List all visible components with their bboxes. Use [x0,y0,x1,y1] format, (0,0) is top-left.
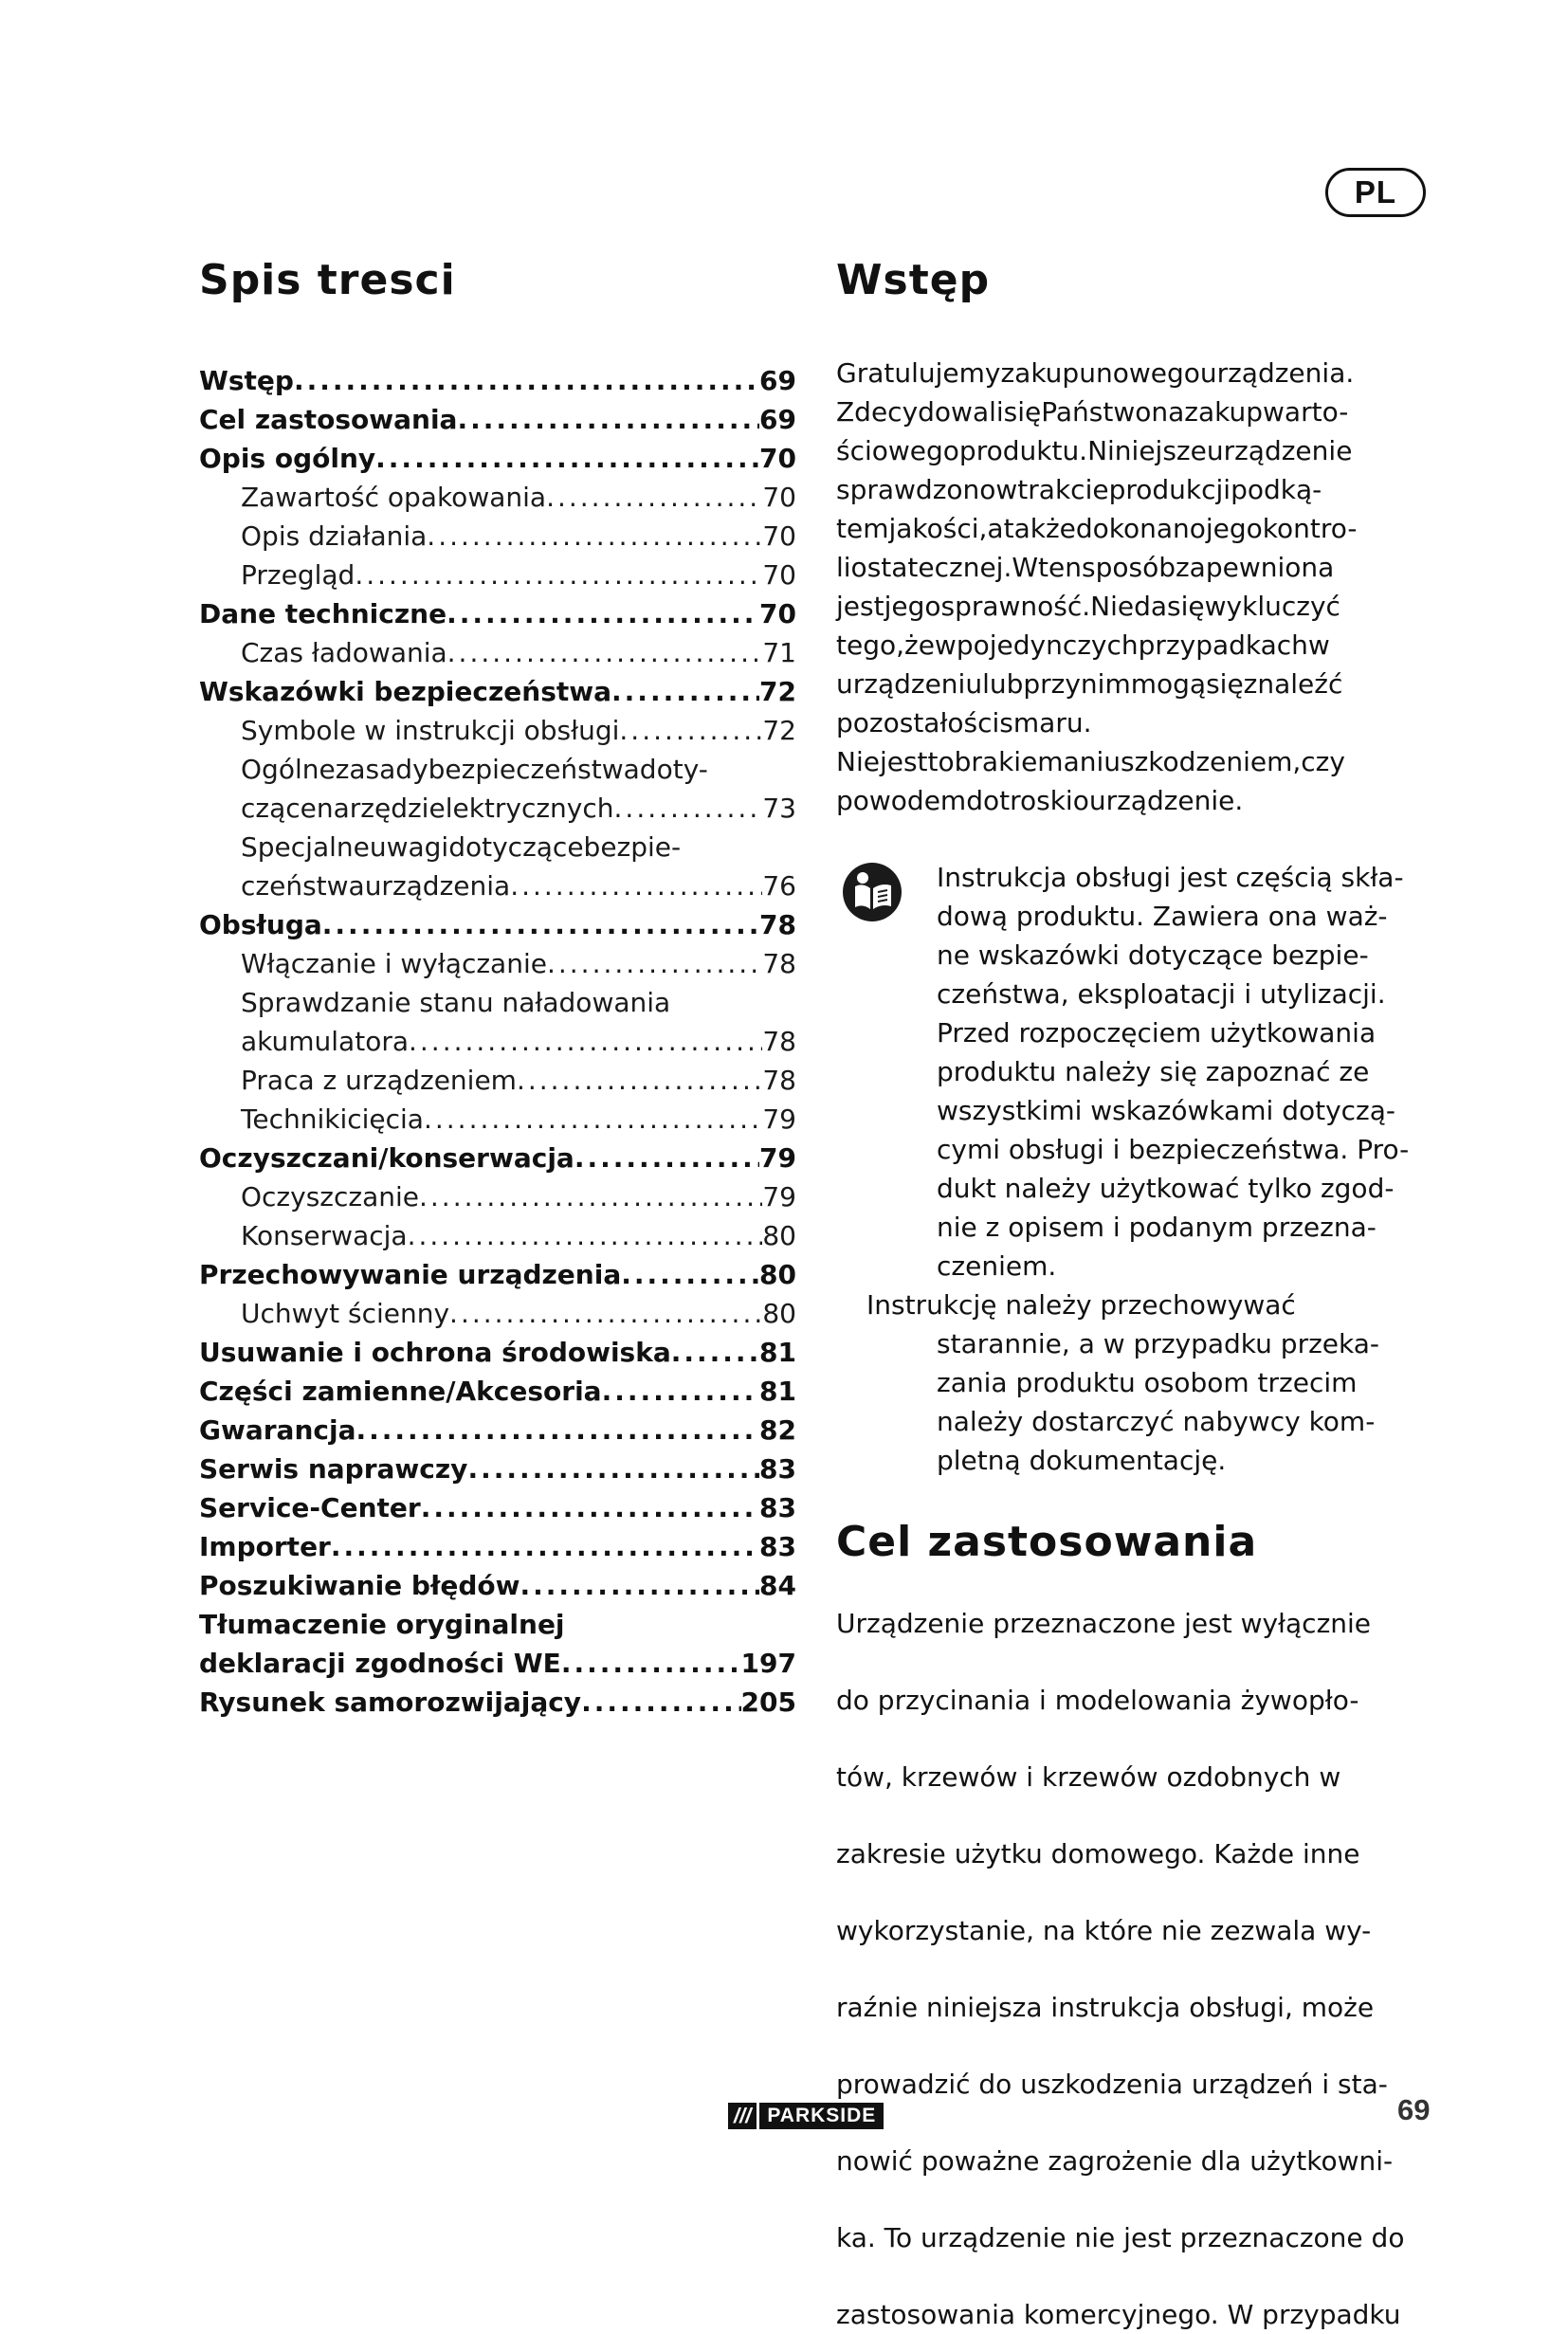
purpose-title: Cel zastosowania [836,1518,1258,1566]
toc-entry[interactable] [199,1527,796,1566]
toc-leader-dots [421,1488,759,1527]
toc-entry-page: 78 [762,1065,796,1096]
toc-entry-page: 83 [759,1531,796,1562]
purpose-section [836,1518,1443,2334]
toc-entry-title: Przechowywanie urządzenia [199,1259,622,1290]
text-line: czeniem. [937,1250,1057,1282]
toc-entry-page: 82 [759,1414,796,1446]
toc-entry-title: czeństwaurządzenia [241,870,511,902]
text-line: Instrukcja obsługi jest częścią skła- [937,862,1404,893]
toc-entry-title: Opis działania [241,520,428,552]
toc-list [199,361,796,1722]
toc-entry[interactable] [199,1216,796,1255]
toc-entry[interactable] [199,400,796,439]
toc-entry[interactable] [199,1177,796,1216]
table-of-contents [199,256,796,1722]
toc-entry-page: 83 [759,1453,796,1485]
toc-leader-dots [621,1255,759,1294]
toc-leader-dots [375,439,759,478]
logo-bars: /// [728,2103,757,2129]
toc-leader-dots [467,1450,759,1488]
toc-leader-dots [355,556,762,594]
toc-leader-dots [447,594,759,633]
toc-leader-dots [322,905,759,944]
toc-entry[interactable] [199,361,796,400]
toc-entry-page: 70 [759,443,796,474]
toc-entry-page: 78 [762,948,796,979]
toc-entry-page: 70 [762,559,796,591]
text-line: jestjegosprawność.Niedasięwykluczyć [836,591,1340,622]
toc-entry-page: 78 [762,1026,796,1057]
toc-entry-title: Zawartość opakowania [241,482,547,513]
toc-entry-page: 79 [759,1142,796,1174]
toc-leader-dots [619,711,762,750]
toc-entry-page: 69 [759,365,796,396]
toc-entry[interactable] [199,439,796,478]
content-column [836,256,1443,2334]
toc-entry-title: Dane techniczne [199,598,447,629]
toc-entry[interactable] [199,750,796,789]
text-line: pozostałoścismaru. [836,707,1092,738]
toc-entry[interactable] [199,1683,796,1722]
toc-entry-page: 197 [740,1648,796,1679]
text-line: wykorzystanie, na które nie zezwala wy- [836,1915,1372,1946]
toc-leader-dots [356,1411,759,1450]
text-line: wszystkimi wskazówkami dotyczą- [937,1095,1396,1126]
toc-leader-dots [457,400,759,439]
toc-entry[interactable] [199,1139,796,1177]
toc-leader-dots [520,1566,759,1605]
text-line: nie z opisem i podanym przezna- [937,1212,1377,1243]
toc-entry[interactable] [199,828,796,866]
toc-entry-page: 70 [762,520,796,552]
toc-leader-dots [409,1022,762,1061]
toc-entry[interactable] [199,789,796,828]
text-line: produktu należy się zapoznać ze [937,1056,1370,1087]
toc-entry-title: Service-Center [199,1492,421,1523]
toc-entry-page: 78 [759,909,796,940]
toc-entry-title: Części zamienne/Akcesoria [199,1376,602,1407]
toc-leader-dots [517,1061,762,1100]
toc-entry[interactable] [199,1061,796,1100]
toc-entry-title: Włączanie i wyłączanie [241,948,547,979]
text-line: ściowegoproduktu.Niniejszeurządzenie [836,435,1353,466]
toc-leader-dots [331,1527,759,1566]
text-line: ka. To urządzenie nie jest przeznaczone do [836,2222,1405,2253]
text-line: urządzeniulubprzynimmogąsięznaleźć [836,668,1343,700]
toc-entry[interactable] [199,594,796,633]
toc-leader-dots [574,1139,759,1177]
toc-leader-dots [614,789,763,828]
text-line: zakresie użytku domowego. Każde inne [836,1838,1360,1869]
text-line: zania produktu osobom trzecim [937,1367,1358,1398]
text-line: pletną dokumentację. [937,1445,1227,1476]
toc-entry[interactable] [199,905,796,944]
text-line: czeństwa, eksploatacji i utylizacji. [937,978,1386,1010]
text-line: ne wskazówki dotyczące bezpie- [937,939,1369,971]
intro-paragraph-1 [836,354,1443,742]
toc-leader-dots [510,866,762,905]
toc-entry[interactable] [199,478,796,517]
purpose-text [836,1604,1443,2334]
toc-entry-page: 69 [759,404,796,435]
text-line: Gratulujemyzakupunowegourządzenia. [836,357,1355,389]
toc-entry-title: Oczyszczanie [241,1181,419,1213]
read-manual-icon [842,862,903,922]
text-line: liostatecznej.Wtensposóbzapewniona [836,552,1335,583]
toc-entry-title: Tłumaczenie oryginalnej [199,1609,565,1640]
toc-entry-title: Opis ogólny [199,443,376,474]
parkside-logo [728,2103,884,2129]
toc-entry[interactable] [199,1022,796,1061]
notice-tail [836,1324,1443,1480]
text-line: dukt należy użytkować tylko zgod- [937,1173,1395,1204]
text-line: raźnie niniejsza instrukcja obsługi, może [836,1992,1375,2023]
text-line: zastosowania komercyjnego. W przypadku [836,2299,1401,2330]
toc-entry-page: 81 [759,1337,796,1368]
manual-notice [836,858,1443,1480]
toc-entry-title: Specjalneuwagidotyczącebezpie- [241,831,682,863]
toc-entry-page: 72 [759,676,796,707]
toc-entry-title: Wstęp [199,365,294,396]
toc-entry[interactable] [199,672,796,711]
toc-entry[interactable] [199,711,796,750]
toc-entry-title: Przegląd [241,559,356,591]
toc-entry-page: 80 [759,1259,796,1290]
text-line: Przed rozpoczęciem użytkowania [937,1017,1377,1048]
text-line: ZdecydowalisięPaństwonazakupwarto- [836,396,1349,428]
toc-entry-page: 83 [759,1492,796,1523]
toc-leader-dots [671,1333,759,1372]
toc-entry-title: Cel zastosowania [199,404,458,435]
toc-entry[interactable] [199,983,796,1022]
toc-entry[interactable] [199,517,796,556]
text-line: cymi obsługi i bezpieczeństwa. Pro- [937,1134,1410,1165]
notice-tail-first: Instrukcję należy przechowywać [866,1289,1296,1321]
toc-entry[interactable] [199,556,796,594]
language-badge: PL [1325,168,1426,217]
toc-leader-dots [427,517,762,556]
toc-entry-title: Symbole w instrukcji obsługi [241,715,620,746]
toc-title: Spis tresci [199,256,456,304]
toc-entry[interactable] [199,633,796,672]
toc-entry-title: Poszukiwanie błędów [199,1570,520,1601]
intro-title: Wstęp [836,256,991,304]
toc-entry-page: 70 [762,482,796,513]
toc-leader-dots [547,944,762,983]
toc-leader-dots [611,672,759,711]
toc-leader-dots [561,1644,741,1683]
toc-entry-title: Obsługa [199,909,322,940]
toc-entry-page: 80 [762,1298,796,1329]
text-line: Niejesttobrakiemaniuszkodzeniem,czy [836,746,1345,777]
toc-entry-title: Usuwanie i ochrona środowiska [199,1337,671,1368]
toc-entry[interactable] [199,866,796,905]
toc-leader-dots [581,1683,740,1722]
toc-entry-page: 76 [762,870,796,902]
toc-entry-page: 80 [762,1220,796,1251]
text-line: należy dostarczyć nabywcy kom- [937,1406,1376,1437]
toc-entry[interactable] [199,1100,796,1139]
toc-leader-dots [424,1100,762,1139]
text-line: temjakości,atakżedokonanojegokontro- [836,513,1358,544]
toc-entry-page: 72 [762,715,796,746]
text-line: sprawdzonowtrakcieprodukcjipodką- [836,474,1322,505]
toc-entry-page: 70 [759,598,796,629]
toc-entry[interactable] [199,1333,796,1372]
toc-entry[interactable] [199,944,796,983]
text-line: tego,żewpojedynczychprzypadkachw [836,629,1330,661]
toc-entry[interactable] [199,1411,796,1450]
toc-entry-title: Rysunek samorozwijający [199,1687,582,1718]
toc-entry-page: 71 [762,637,796,668]
toc-entry-title: Praca z urządzeniem [241,1065,517,1096]
text-line: powodemdotroskiourządzenie. [836,785,1244,816]
text-line: do przycinania i modelowania żywopło- [836,1685,1359,1716]
toc-entry[interactable] [199,1488,796,1527]
toc-entry-title: czącenarzędzielektrycznych [241,793,614,824]
page-number: 69 [1397,2093,1431,2126]
toc-entry-page: 79 [762,1103,796,1135]
toc-leader-dots [294,361,759,400]
toc-entry[interactable] [199,1294,796,1333]
text-line: tów, krzewów i krzewów ozdobnych w [836,1761,1341,1793]
toc-entry[interactable] [199,1644,796,1683]
toc-entry-title: akumulatora [241,1026,409,1057]
toc-entry-title: Wskazówki bezpieczeństwa [199,676,612,707]
intro-paragraph-2 [836,742,1443,820]
toc-leader-dots [447,633,763,672]
toc-entry[interactable] [199,1372,796,1411]
toc-entry-title: Konserwacja [241,1220,408,1251]
toc-entry-title: deklaracji zgodności WE [199,1648,561,1679]
toc-entry-page: 84 [759,1570,796,1601]
toc-entry-title: Technikicięcia [241,1103,424,1135]
text-line: dową produktu. Zawiera ona waż- [937,901,1388,932]
toc-entry-page: 73 [762,793,796,824]
toc-entry-page: 205 [740,1687,796,1718]
toc-entry-title: Ogólnezasadybezpieczeństwadoty- [241,754,708,785]
toc-leader-dots [449,1294,762,1333]
toc-leader-dots [419,1177,762,1216]
text-line: prowadzić do uszkodzenia urządzeń i sta- [836,2069,1388,2100]
notice-text [937,858,1443,1286]
text-line: nowić poważne zagrożenie dla użytkowni- [836,2145,1394,2177]
toc-leader-dots [546,478,762,517]
toc-entry[interactable] [199,1566,796,1605]
toc-entry-title: Uchwyt ścienny [241,1298,450,1329]
toc-entry-title: Serwis naprawczy [199,1453,468,1485]
toc-leader-dots [408,1216,763,1255]
toc-entry[interactable] [199,1450,796,1488]
logo-word: PARKSIDE [759,2103,884,2129]
toc-entry-page: 81 [759,1376,796,1407]
toc-entry-page: 79 [762,1181,796,1213]
toc-entry-title: Importer [199,1531,331,1562]
toc-entry-title: Sprawdzanie stanu naładowania [241,987,671,1018]
toc-entry[interactable] [199,1255,796,1294]
text-line: Urządzenie przeznaczone jest wyłącznie [836,1608,1372,1639]
toc-entry-title: Oczyszczani/konserwacja [199,1142,574,1174]
toc-leader-dots [602,1372,759,1411]
toc-entry-title: Czas ładowania [241,637,447,668]
toc-entry-title: Gwarancja [199,1414,356,1446]
text-line: starannie, a w przypadku przeka- [937,1328,1380,1359]
toc-entry[interactable] [199,1605,796,1644]
intro-text [836,354,1443,820]
